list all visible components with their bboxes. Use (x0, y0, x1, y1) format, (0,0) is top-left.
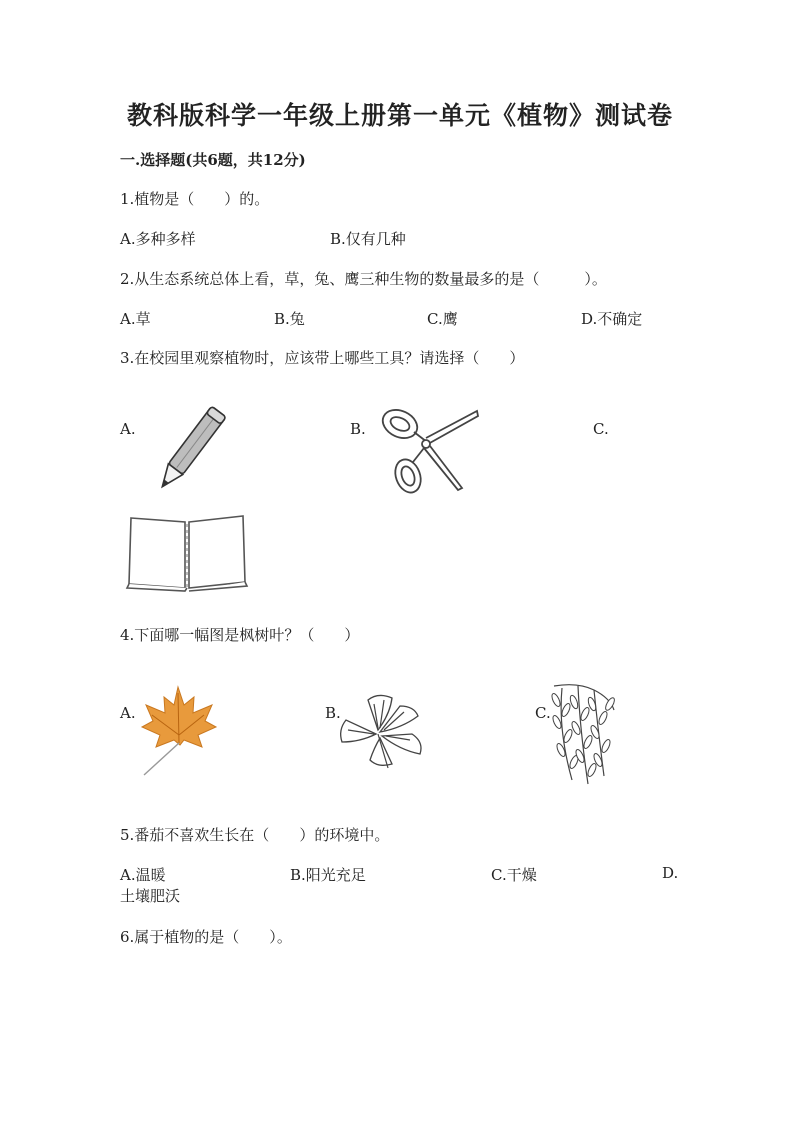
q5-option-a[interactable]: A.温暖 (120, 866, 166, 884)
question-2: 2.从生态系统总体上看，草，兔、鹰三种生物的数量最多的是（ ）。 (120, 270, 607, 288)
q3-option-a[interactable]: A. (120, 420, 136, 438)
q2-option-b[interactable]: B.兔 (274, 310, 305, 328)
question-1: 1.植物是（ ）的。 (120, 190, 270, 208)
q2-option-c[interactable]: C.鹰 (427, 310, 458, 328)
q2-option-a[interactable]: A.草 (120, 310, 151, 328)
q3-option-b[interactable]: B. (350, 420, 366, 438)
q4-option-a[interactable]: A. (120, 704, 136, 722)
q1-option-a[interactable]: A.多种多样 (120, 230, 196, 248)
q5-option-b[interactable]: B.阳光充足 (290, 866, 366, 884)
q5-option-d-text: 土壤肥沃 (120, 887, 181, 905)
ginkgo-branch-icon (338, 690, 438, 768)
q5-option-d[interactable]: D. (662, 864, 679, 882)
willow-branch-icon (548, 680, 620, 790)
q1-option-b[interactable]: B.仅有几种 (330, 230, 406, 248)
question-4: 4.下面哪一幅图是枫树叶？（ ） (120, 626, 360, 644)
notebook-icon (125, 512, 249, 592)
q5-option-c[interactable]: C.干燥 (491, 866, 537, 884)
pencil-icon (150, 400, 230, 500)
page-title: 教科版科学一年级上册第一单元《植物》测试卷 (126, 101, 673, 130)
q3-option-c[interactable]: C. (593, 420, 609, 438)
q4-option-b[interactable]: B. (325, 704, 341, 722)
scissors-icon (378, 400, 480, 500)
q2-option-d[interactable]: D.不确定 (581, 310, 643, 328)
question-6: 6.属于植物的是（ ）。 (120, 928, 292, 946)
q4-option-c[interactable]: C. (535, 704, 551, 722)
question-3: 3.在校园里观察植物时，应该带上哪些工具？请选择（ ） (120, 349, 525, 367)
section-heading: 一.选择题(共6题，共12分) (120, 151, 306, 169)
question-5: 5.番茄不喜欢生长在（ ）的环境中。 (120, 826, 390, 844)
maple-leaf-icon (138, 685, 218, 777)
